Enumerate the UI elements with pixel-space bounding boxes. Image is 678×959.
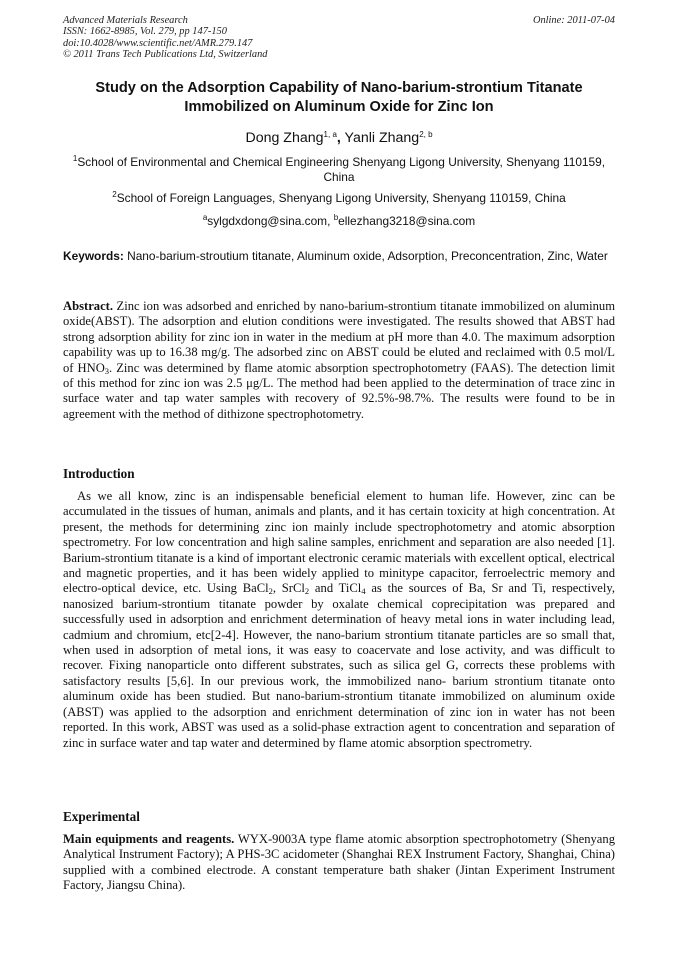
title-line-2: Immobilized on Aluminum Oxide for Zinc Ion xyxy=(184,98,494,115)
experimental-heading: Experimental xyxy=(63,809,140,824)
equipment-text: WYX-9003A type flame atomic absorption spectrophotometry (Shenyang Analytical Instrument Factory); A PHS-3C acidometer (Shanghai REX Instrument Factory, Shanghai, China) supplied with a combined electrode. A constant temperature bath shaker (Jintan Experiment Instrument Factory, Jiangsu China). xyxy=(63,832,615,893)
abstract-subscript: 3 xyxy=(104,365,110,376)
keywords-text: Nano-barium-stroutium titanate, Aluminum oxide, Adsorption, Preconcentration, Zinc, Water xyxy=(123,249,608,263)
intro-text-2: , SrCl xyxy=(272,581,305,596)
author-2-affiliation-mark: 2, b xyxy=(419,130,433,139)
intro-subscript-1: 2 xyxy=(268,586,273,597)
journal-header xyxy=(63,15,615,60)
author-emails xyxy=(63,214,615,229)
intro-text-1: As we all know, zinc is an indispensable beneficial element to human life. However, zinc can be accumulated in the tissues of human, animals and plants, and it has certain toxicity at high concentration. At present, the methods for determining zinc ion mainly include spectrophotometry and atomic absorption spectrometry. For low concentration and high saline samples, enrichment and separation are also needed [1]. Barium-strontium titanate is a kind of important electronic ceramic materials with excellent optical, electrical and magnetic properties, and it has been widely applied to minitype capacitor, ferroelectric memory and electro-optical device, etc. Using BaCl xyxy=(63,489,615,596)
intro-text-4: as the sources of Ba, Sr and Ti, respectively, nanosized barium-strontium titanate powder by oxalate chemical coprecipitation was prepared and successfully used in adsorption and enrichment determination of heavy metal ions in water including lead, cadmium and chromium, etc[2-4]. However, the nano-barium strontium titanate particles are so small that, when used in adsorption of metal ions, it was easy to coacervate and lose activity, and was difficult to recover. Fixing nanoparticle onto different substrates, such as silica gel G, corrects these problems with satisfactory results [5,6]. In our previous work, the immobilized nano- barium strontium titanate onto aluminum oxide has been studied. But nano-barium-strontium titanate immobilized on aluminum oxide (ABST) was applied to the adsorption and enrichment determination of zinc ion in water has not been reported. In this work, ABST was used as a solid-phase extraction agent to concentration and separation of zinc in surface water and tap water and determined by flame atomic absorption spectrometry. xyxy=(63,581,615,750)
email-b: ellezhang3218@sina.com xyxy=(338,214,476,228)
intro-subscript-2: 2 xyxy=(304,586,310,597)
email-a: sylgdxdong@sina.com, xyxy=(207,214,334,228)
affiliation-1-number: 1 xyxy=(72,154,78,163)
abstract-text-1: Zinc ion was adsorbed and enriched by nano-barium-strontium titanate immobilized on aluminum oxide(ABST). The adsorption and elution conditions were investigated. The results showed that ABST had strong adsorption ability for zinc ion in water in the medium at pH more than 4.0. The maximum adsorption capability was up to 16.38 mg/g. The adsorbed zinc on ABST could be eluted and reclaimed with 0.5 mol/L of HNO xyxy=(63,299,615,375)
title-line-1: Study on the Adsorption Capability of Nano-barium-strontium Titanate xyxy=(95,80,583,96)
author-1-affiliation-mark: 1, a xyxy=(323,130,337,139)
affiliation-1 xyxy=(63,155,615,185)
author-1: Dong Zhang xyxy=(245,130,324,146)
affiliation-2-text: School of Foreign Languages, Shenyang Ligong University, Shenyang 110159, China xyxy=(116,191,566,205)
journal-name: Advanced Materials Research xyxy=(63,15,188,26)
affiliation-2-number: 2 xyxy=(112,190,117,199)
equipment-lead: Main equipments and reagents. xyxy=(63,832,235,846)
author-separator: , xyxy=(336,130,341,146)
email-b-mark: b xyxy=(333,213,339,222)
issn-line: ISSN: 1662-8985, Vol. 279, pp 147-150 xyxy=(63,26,227,38)
abstract-label: Abstract. xyxy=(63,299,114,313)
abstract-text-2: . Zinc was determined by flame atomic absorption spectrophotometry (FAAS). The detection limit of this method for zinc ion was 2.5 μg/L. The method had been applied to the determination of trace zinc in surface water and tap water samples with recovery of 92.5%-98.7%. The results were found to be in agreement with the method of dithizone spectrophotometry. xyxy=(63,360,615,421)
intro-subscript-3: 4 xyxy=(361,586,366,597)
affiliation-2 xyxy=(63,191,615,206)
doi-line: doi:10.4028/www.scientific.net/AMR.279.147 xyxy=(63,37,253,49)
intro-text-3: and TiCl xyxy=(309,581,362,596)
email-a-mark: a xyxy=(202,213,208,222)
keywords xyxy=(63,249,615,264)
paper-title xyxy=(63,79,615,116)
equipment-paragraph xyxy=(63,832,615,894)
author-2: Yanli Zhang xyxy=(340,130,420,146)
copyright-line: © 2011 Trans Tech Publications Ltd, Switzerland xyxy=(63,48,268,60)
introduction-paragraph xyxy=(63,489,615,751)
affiliation-1-text: School of Environmental and Chemical Engineering Shenyang Ligong University, Shenyang 110159, China xyxy=(77,155,606,184)
author-list xyxy=(63,129,615,147)
keywords-label: Keywords: xyxy=(63,249,124,263)
online-date: Online: 2011-07-04 xyxy=(532,15,615,26)
introduction-heading: Introduction xyxy=(63,466,135,481)
abstract xyxy=(63,299,615,422)
